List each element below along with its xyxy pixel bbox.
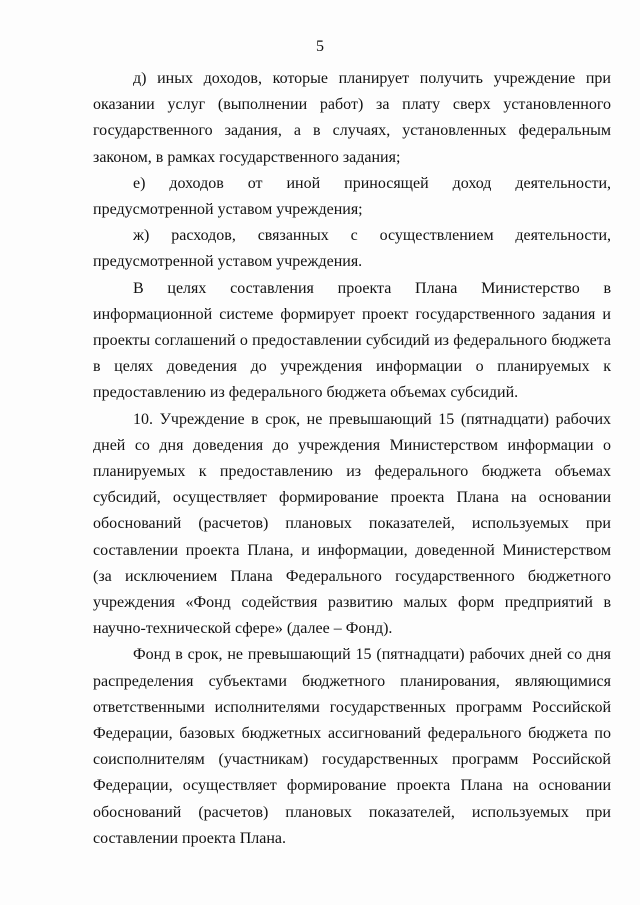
document-body: [93, 66, 611, 852]
paragraph-10-institution-plan: 10. Учреждение в срок, не превышающий 15 (пятнадцати) рабочих дней со дня доведения до учреждения Министерством информации о планируемых к предоставлению из федерального бюджета объемах субсидий, осуществляет формирование проекта Плана на основании обоснований (расчетов) плановых показателей, используемых при составлении проекта Плана, и информации, доведенной Министерством (за исключением Плана Федерального государственного бюджетного учреждения «Фонд содействия развитию малых форм предприятий в научно-технической сфере» (далее – Фонд).: [93, 410, 611, 638]
paragraph-d-other-income: д) иных доходов, которые планирует получить учреждение при оказании услуг (выполнении работ) за плату сверх установленного государственного задания, а в случаях, установленных федеральным законом, в рамках государственного задания;: [93, 70, 611, 166]
paragraph-zh-expenses: ж) расходов, связанных с осуществлением деятельности, предусмотренной уставом учреждения.: [93, 227, 611, 271]
paragraph-e-income-from-activity: е) доходов от иной приносящей доход деятельности, предусмотренной уставом учреждения;: [93, 174, 611, 219]
paragraph-fund-plan: Фонд в срок, не превышающий 15 (пятнадцати) рабочих дней со дня распределения субъектами бюджетного планирования, являющимися ответственными исполнителями государственных программ Российской Федерации, базовых бюджетных ассигнований федерального бюджета по соисполнителям (участникам) государственных программ Российской Федерации, осуществляет формирование проекта Плана на основании обоснований (расчетов) плановых показателей, используемых при составлении проекта Плана.: [93, 646, 611, 847]
page-number: 5: [316, 38, 324, 55]
paragraph-ministry-draft: В целях составления проекта Плана Министерство в информационной системе формирует проект государственного задания и проекты соглашений о предоставлении субсидий из федерального бюджета в целях доведения до учреждения информации о планируемых к предоставлению из федерального бюджета объемах субсидий.: [93, 279, 611, 402]
